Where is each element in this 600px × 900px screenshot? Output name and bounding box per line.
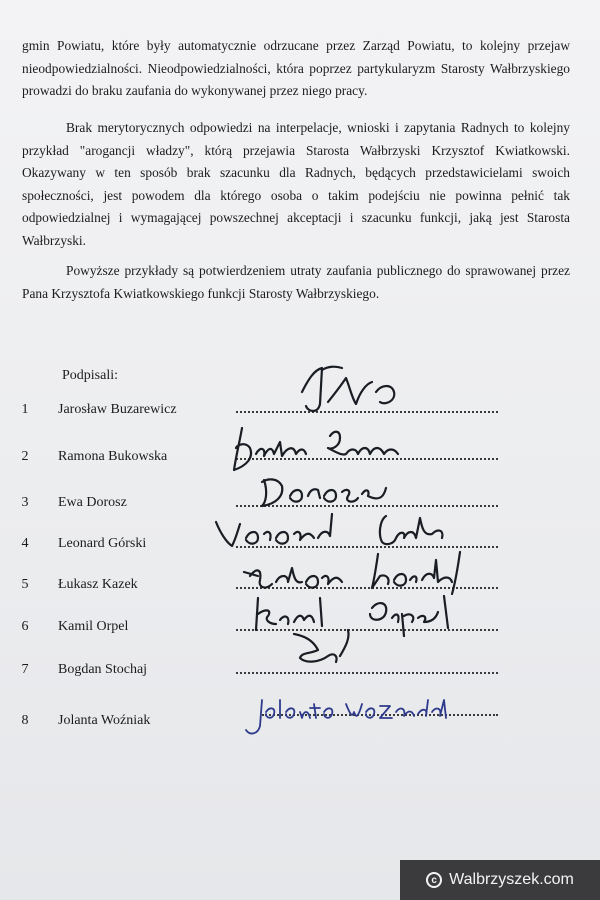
signatory-number: 2 — [21, 449, 29, 464]
signatory-number: 7 — [21, 662, 29, 677]
signatory-number: 6 — [21, 619, 29, 634]
signatory-number: 1 — [21, 402, 29, 417]
signatory-name: Jarosław Buzarewicz — [58, 402, 177, 417]
signatory-name: Bogdan Stochaj — [58, 662, 148, 677]
site-watermark — [400, 860, 600, 900]
signature-line — [236, 672, 498, 674]
signatory-name: Jolanta Woźniak — [58, 713, 151, 728]
signatory-number: 4 — [21, 536, 29, 551]
signature-1 — [210, 362, 510, 418]
signatory-name: Ramona Bukowska — [58, 449, 168, 464]
signatory-number: 3 — [21, 495, 29, 510]
signature-7 — [210, 616, 510, 672]
copyright-icon: c — [426, 872, 442, 888]
signatory-name: Ewa Dorosz — [58, 495, 127, 510]
signatory-number: 5 — [21, 577, 29, 592]
signed-label: Podpisali: — [62, 368, 119, 383]
watermark-text: Walbrzyszek.com — [449, 871, 574, 888]
signatory-name: Leonard Górski — [58, 536, 147, 551]
paragraph-2: Brak merytorycznych odpowiedzi na interpelacje, wnioski i zapytania Radnych to kolejny przykład "arogancji władzy", którą przejawia Starosta Wałbrzyski Krzysztof Kwiatkowski. Okazywany w ten sposób brak szacunku dla Radnych, będących przedstawicielami swoich społeczności, jest powodem dla którego osoba o takim podejściu nie powinna pełnić tak odpowiedzialnej i wymagającej powszechnej akceptacji i szacunku funkcji, jaką jest Starosta Wałbrzyski. — [22, 120, 570, 248]
paragraph-1: gmin Powiatu, które były automatycznie odrzucane przez Zarząd Powiatu, to kolejny przejaw nieodpowiedzialności. Nieodpowiedzialności, która poprzez partykularyzm Starosty Wałbrzyskiego prowadzi do braku zaufania do wykonywanej przez niego pracy. — [22, 38, 570, 99]
signatory-number: 8 — [21, 713, 29, 728]
signatory-name: Łukasz Kazek — [58, 577, 138, 592]
signature-8 — [210, 690, 510, 746]
paragraph-3: Powyższe przykłady są potwierdzeniem utraty zaufania publicznego do sprawowanej przez Pana Krzysztofa Kwiatkowskiego funkcji Starosty Wałbrzyskiego. — [22, 263, 570, 301]
signatory-name: Kamil Orpel — [58, 619, 129, 634]
